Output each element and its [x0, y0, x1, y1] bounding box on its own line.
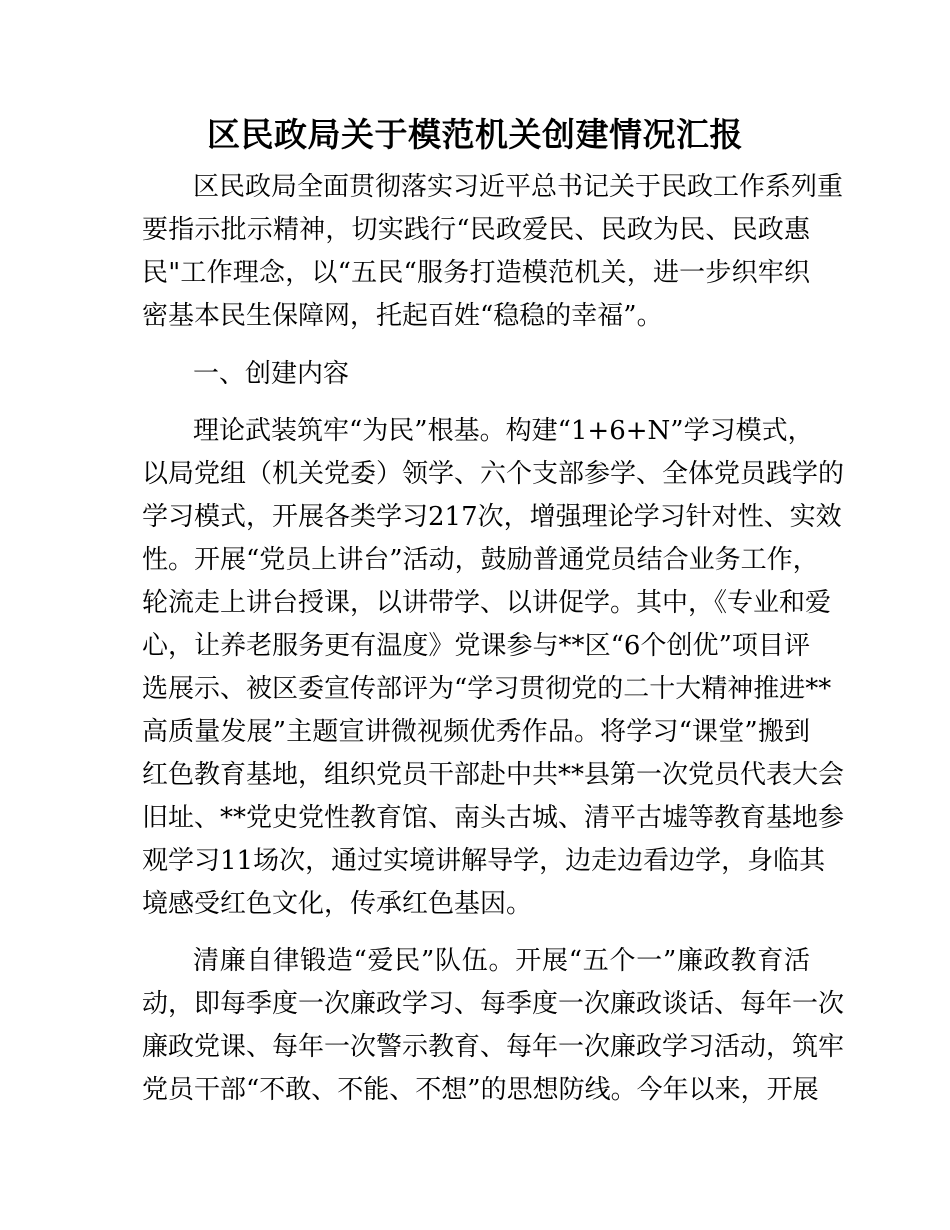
paragraph-line: 动，即每季度一次廉政学习、每季度一次廉政谈话、每年一次	[142, 989, 845, 1019]
paragraph-line: 廉政党课、每年一次警示教育、每年一次廉政学习活动，筑牢	[142, 1032, 845, 1062]
section-heading: 一、创建内容	[193, 359, 350, 389]
paragraph-line: 要指示批示精神，切实践行“民政爱民、民政为民、民政惠	[142, 215, 810, 245]
paragraph-line: 红色教育基地，组织党员干部赴中共**县第一次党员代表大会	[142, 760, 845, 790]
paragraph-line: 理论武装筑牢“为民”根基。构建“1+6+N”学习模式，	[193, 416, 814, 446]
paragraph-line: 选展示、被区委宣传部评为“学习贯彻党的二十大精神推进**	[142, 674, 832, 704]
paragraph-line: 观学习11场次，通过实境讲解导学，边走边看边学，身临其	[142, 846, 826, 876]
paragraph-line: 轮流走上讲台授课，以讲带学、以讲促学。其中，《专业和爱	[142, 588, 832, 618]
paragraph-line: 性。开展“党员上讲台”活动，鼓励普通党员结合业务工作，	[142, 545, 819, 575]
paragraph-line: 以局党组（机关党委）领学、六个支部参学、全体党员践学的	[142, 459, 845, 489]
paragraph-line: 心，让养老服务更有温度》党课参与**区“6个创优”项目评	[142, 631, 810, 661]
paragraph-line: 区民政局全面贯彻落实习近平总书记关于民政工作系列重	[193, 172, 844, 202]
paragraph-line: 学习模式，开展各类学习217次，增强理论学习针对性、实效	[142, 502, 842, 532]
paragraph-line: 密基本民生保障网，托起百姓“稳稳的幸福”。	[142, 301, 663, 331]
paragraph-line: 高质量发展”主题宣讲微视频优秀作品。将学习“课堂”搬到	[142, 717, 810, 747]
paragraph-line: 境感受红色文化，传承红色基因。	[142, 889, 533, 919]
paragraph-line: 民"工作理念，以“五民“服务打造模范机关，进一步织牢织	[142, 258, 810, 288]
document-title: 区民政局关于模范机关创建情况汇报	[207, 115, 743, 154]
paragraph-line: 清廉自律锻造“爱民”队伍。开展“五个一”廉政教育活	[193, 946, 810, 976]
paragraph-line: 旧址、**党史党性教育馆、南头古城、清平古墟等教育基地参	[142, 803, 845, 833]
paragraph-line: 党员干部“不敢、不能、不想”的思想防线。今年以来，开展	[142, 1075, 819, 1105]
